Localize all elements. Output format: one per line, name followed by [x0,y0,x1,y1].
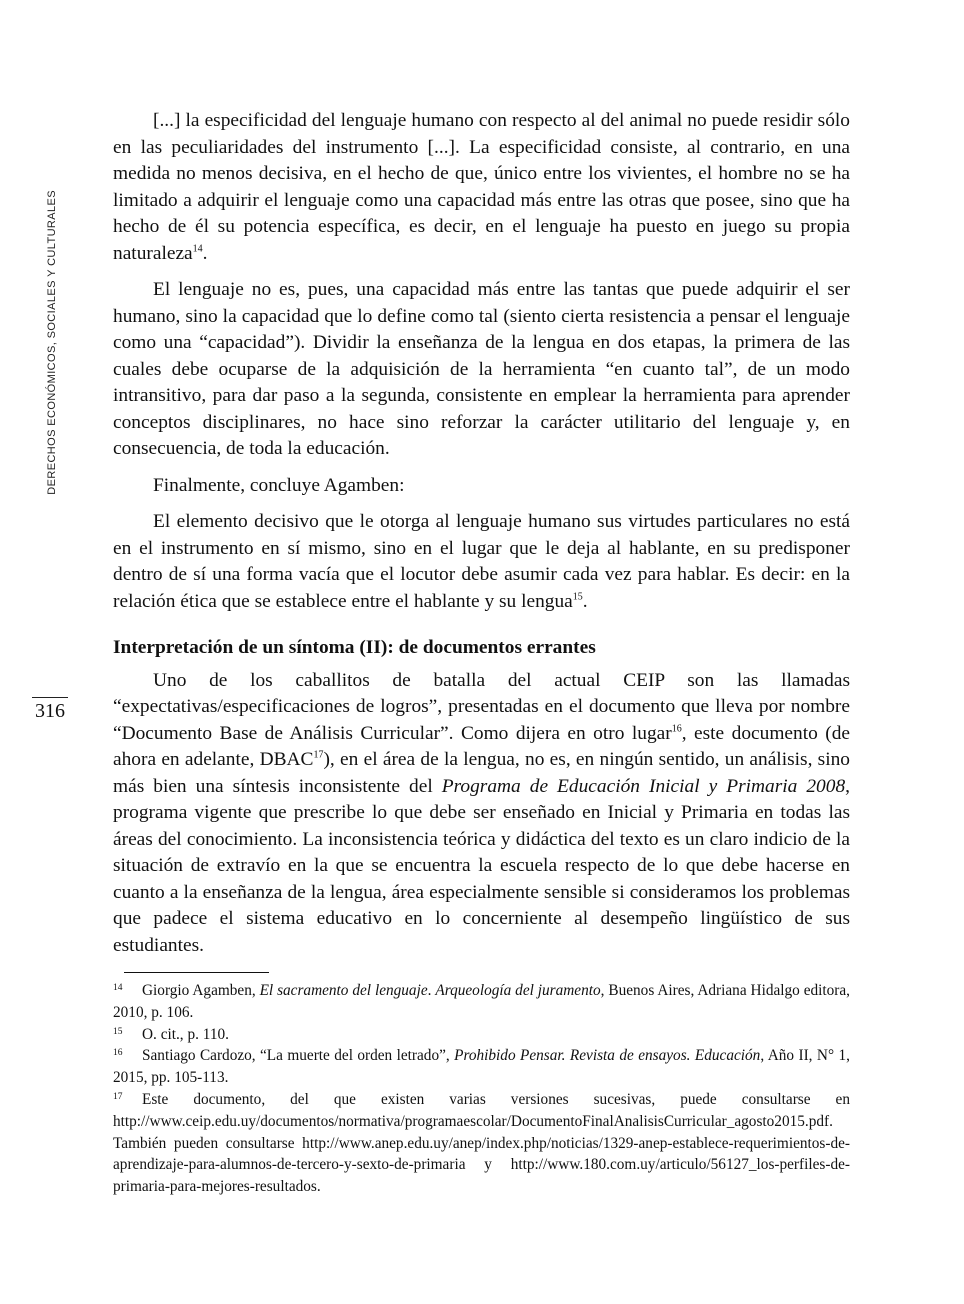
footnote-ref-16: 16 [671,723,682,735]
footnote-separator [124,972,269,973]
footnote-number: 17 [113,1091,123,1102]
footnote-17: 17 Este documento, del que existen varias versiones sucesivas, puede consultarse en http://www.ceip.edu.uy/documentos/normativa/programaescolar/DocumentoFinalAnalisisCurricular_agosto2015.pdf. También pueden consultarse http://www.anep.edu.uy/anep/index.php/noticias/1329-anep-establece-requerimientos-de-aprendizaje-para-alumnos-de-tercero-y-sexto-de-primaria y http://www.180.com.uy/articulo/56127_los-perfiles-de-primaria-para-mejores-resultados. [113,1090,850,1196]
page-number: 316 [32,697,68,723]
footnote-16: 16 Santiago Cardozo, “La muerte del orden letrado”, Prohibido Pensar. Revista de ensayos. Educación, Año II, N° 1, 2015, pp. 105-113. [113,1047,850,1087]
footnote-14: 14 Giorgio Agamben, El sacramento del lenguaje. Arqueología del juramento, Buenos Aires, Adriana Hidalgo editora, 2010, p. 106. [113,982,850,1021]
block-quote-2-text: El elemento decisivo que le otorga al lenguaje humano sus virtudes particulares no está en el instrumento en sí mismo, sino en el lugar que le deja al hablante, en su predisponer dentro de sí una forma vacía que el locutor debe asumir cada vez para hablar. Es decir: en la relación ética que se establece entre el hablante y su lengua [113,511,850,612]
body-text [113,108,850,969]
program-title: Programa de Educación Inicial y Primaria 2008 [441,775,846,797]
footnotes [113,980,850,1198]
block-quote-1-text: [...] la especificidad del lenguaje humano con respecto al del animal no puede residir sólo en las peculiaridades del instrumento [...]. La especificidad consiste, al contrario, en una medida no menos decisiva, en el hecho de que, único entre los vivientes, el hombre no se ha limitado a adquirir el lenguaje como una capacidad más entre las otras que posee, sino que ha hecho de él su potencia específica, es decir, en el lenguaje ha puesto en juego su propia naturaleza [113,110,850,264]
running-header-text: DERECHOS ECONÓMICOS, SOCIALES Y CULTURALES [46,190,58,495]
footnote-15: 15 O. cit., p. 110. [113,1025,229,1043]
running-header [44,190,64,510]
footnote-ref-14: 14 [192,243,203,255]
footnote-number: 14 [113,983,123,993]
section-heading: Interpretación de un síntoma (II): de documentos errantes [113,637,596,658]
footnote-ref-15: 15 [572,591,583,603]
block-quote-1: [...] la especificidad del lenguaje humano con respecto al del animal no puede residir sólo en las peculiaridades del instrumento [...]. La especificidad consiste, al contrario, en una medida no menos decisiva, en el hecho de que, único entre los vivientes, el hombre no se ha limitado a adquirir el lenguaje como una capacidad más entre las otras que posee, sino que ha hecho de él su potencia específica, es decir, en el lenguaje ha puesto en juego su propia naturaleza$^{14}$. [113,110,850,264]
paragraph-2: Finalmente, concluye Agamben: [153,474,405,496]
footnote-number: 16 [113,1048,123,1059]
paragraph-3: Uno de los caballitos de batalla del actual CEIP son las llamadas “expectativas/especificaciones de logros”, presentadas en el documento que lleva por nombre “Documento Base de Análisis Curricular”. Como dijera en otro lugar$^{16}$, este documento (de ahora en adelante, DBAC$^{17}$), en el área de la lengua, no es, en ningún sentido, un análisis, sino más bien una síntesis inconsistente del Programa de Educación Inicial y Primaria 2008, programa vigente que prescribe lo que debe ser enseñado en Inicial y Primaria en todas las áreas del conocimiento. La inconsistencia teórica y didáctica del texto es un claro indicio de la situación de extravío en la que se encuentra la escuela respecto de lo que debe hacerse en cuanto a la enseñanza de la lengua, área especialmente sensible si consideramos los problemas que padece el sistema educativo en lo concerniente al desempeño lingüístico de sus estudiantes. [113,669,851,956]
footnote-ref-17: 17 [313,749,324,761]
paragraph-1: El lenguaje no es, pues, una capacidad más entre las tantas que puede adquirir el ser humano, sino la capacidad que lo define como tal (siento cierta resistencia a pensar el lenguaje como una “capacidad”). Dividir la enseñanza de la lengua en dos etapas, la primera de las cuales debe ocuparse de la adquisición de la herramienta “en cuanto tal”, de un modo intransitivo, para dar paso a la segunda, consistente en emplear la herramienta para aprender conceptos disciplinares, no hace sino reforzar la carácter utilitario del lenguaje y, en consecuencia, de toda la educación. [113,279,850,459]
block-quote-2: El elemento decisivo que le otorga al lenguaje humano sus virtudes particulares no está en el instrumento en sí mismo, sino en el lugar que le deja al hablante, en su predisponer dentro de sí una forma vacía que el locutor debe asumir cada vez para hablar. Es decir: en la relación ética que se establece entre el hablante y su lengua$^{15}$. [113,511,850,612]
footnote-number: 15 [113,1026,123,1037]
